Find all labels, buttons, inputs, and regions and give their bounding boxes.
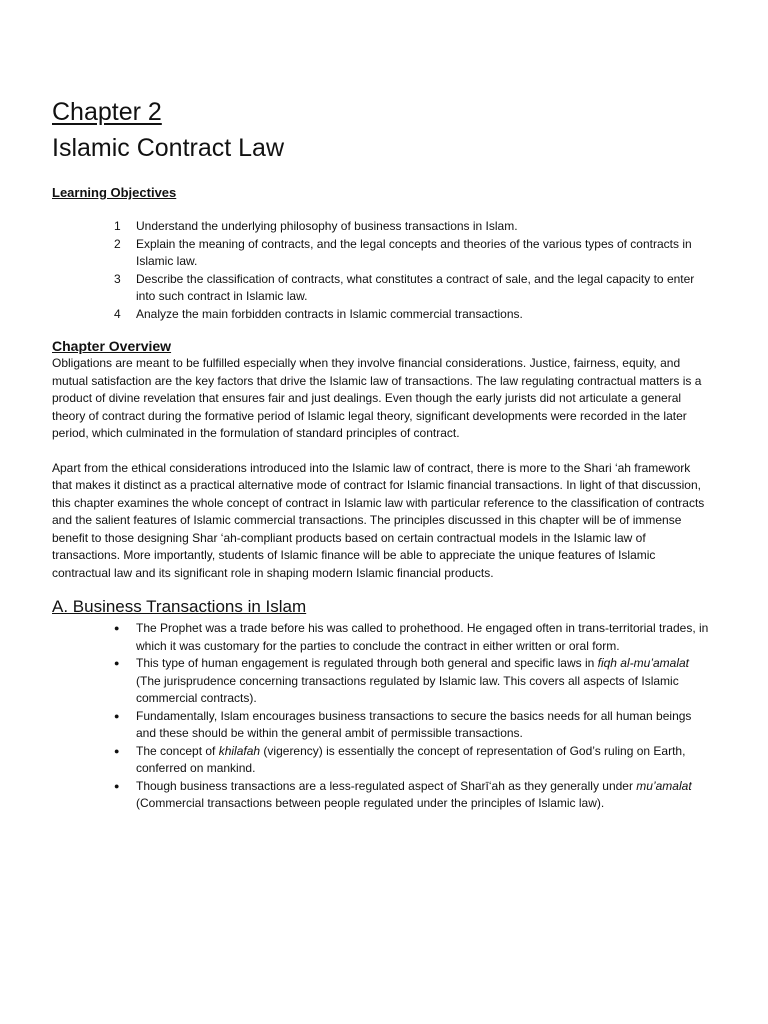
arabic-term: mu’amalat	[636, 778, 692, 793]
item-number: 2	[114, 236, 121, 251]
list-item	[114, 218, 712, 236]
chapter-title: Islamic Contract Law	[52, 134, 285, 162]
item-number: 4	[114, 306, 121, 321]
item-number: 3	[114, 271, 121, 286]
item-number: 1	[114, 219, 121, 233]
bullet-text-lead: Though business transactions are a less-regulated aspect of Sharī‘ah as they generally under	[136, 778, 637, 793]
bullet-icon: ●	[114, 623, 120, 633]
item-text: Understand the underlying philosophy of business transactions in Islam.	[136, 219, 518, 233]
bullet-text	[136, 778, 712, 813]
bullet-icon: ●	[114, 745, 120, 756]
list-item	[114, 778, 712, 813]
section-a-heading: A. Business Transactions in Islam	[52, 597, 307, 616]
item-text: Analyze the main forbidden contracts in Islamic commercial transactions.	[136, 306, 523, 321]
arabic-term: fiqh al-mu’amalat	[597, 656, 689, 670]
bullet-text-rest: (Commercial transactions between people regulated under the principles of Islamic law).	[136, 796, 605, 810]
learning-objectives-list	[52, 218, 712, 323]
list-item	[114, 620, 712, 655]
list-item	[114, 236, 712, 271]
bullet-icon: ●	[114, 658, 120, 668]
item-text: Describe the classification of contracts, what constitutes a contract of sale, and the legal capacity to enter into such contract in Islamic law.	[136, 271, 695, 303]
list-item	[114, 306, 712, 324]
list-item	[114, 271, 712, 306]
learning-objectives-heading: Learning Objectives	[52, 185, 177, 200]
section-a-bullet-list	[52, 620, 712, 813]
item-text: Explain the meaning of contracts, and the legal concepts and theories of the various types of contracts in Islamic law.	[136, 236, 692, 268]
overview-paragraph-1: Obligations are meant to be fulfilled especially when they involve financial considerations. Justice, fairness, equity, and mutual satisfaction are the key factors that drive the Islamic law of transactions. The law regulating contractual matters is a product of divine revelation that ensures fair and just dealings. Even though the early jurists did not articulate a general theory of contract during the formative period of Islamic legal theory, significant developments were recorded in the later period, which culminated in the formulation of standard principles of contract.	[52, 356, 702, 440]
bullet-text	[136, 743, 712, 778]
list-item	[114, 655, 712, 708]
bullet-text	[136, 655, 712, 708]
bullet-text-rest: (The jurisprudence concerning transactions regulated by Islamic law. This covers all aspects of Islamic commercial contracts).	[136, 673, 679, 705]
list-item	[114, 743, 712, 778]
bullet-icon: ●	[114, 780, 120, 791]
arabic-term: khilafah	[218, 743, 261, 758]
bullet-text: Fundamentally, Islam encourages business transactions to secure the basics needs for all human beings and these should be within the general ambit of permissible transactions.	[136, 708, 692, 740]
list-item	[114, 708, 712, 743]
bullet-text-lead: The concept of	[136, 743, 219, 758]
bullet-text-lead: This type of human engagement is regulated through both general and specific laws in	[136, 656, 598, 670]
chapter-overview-heading: Chapter Overview	[52, 338, 172, 354]
document-page	[52, 96, 712, 813]
bullet-text: The Prophet was a trade before his was called to prohethood. He engaged often in trans-territorial trades, in which it was customary for the parties to conclude the contract in either written or oral form.	[136, 621, 709, 653]
bullet-icon: ●	[114, 710, 120, 721]
chapter-number: Chapter 2	[52, 98, 162, 126]
bullet-text-rest: (vigerency) is essentially the concept of representation of God’s ruling on Earth, conferred on mankind.	[136, 743, 686, 775]
overview-paragraph-2: Apart from the ethical considerations introduced into the Islamic law of contract, there is more to the Shari ‘ah framework that makes it distinct as a practical alternative mode of contract for Islamic financial transactions. In light of that discussion, this chapter examines the whole concept of contract in Islamic law with particular reference to the classification of contracts and the salient features of Islamic commercial transactions. The principles discussed in this chapter will be of immense benefit to those designing Shar ‘ah-compliant products based on certain contractual models in the Islamic law of transactions. More importantly, students of Islamic finance will be able to appreciate the unique features of Islamic contractual law and its significant role in shaping modern Islamic financial products.	[52, 460, 705, 580]
